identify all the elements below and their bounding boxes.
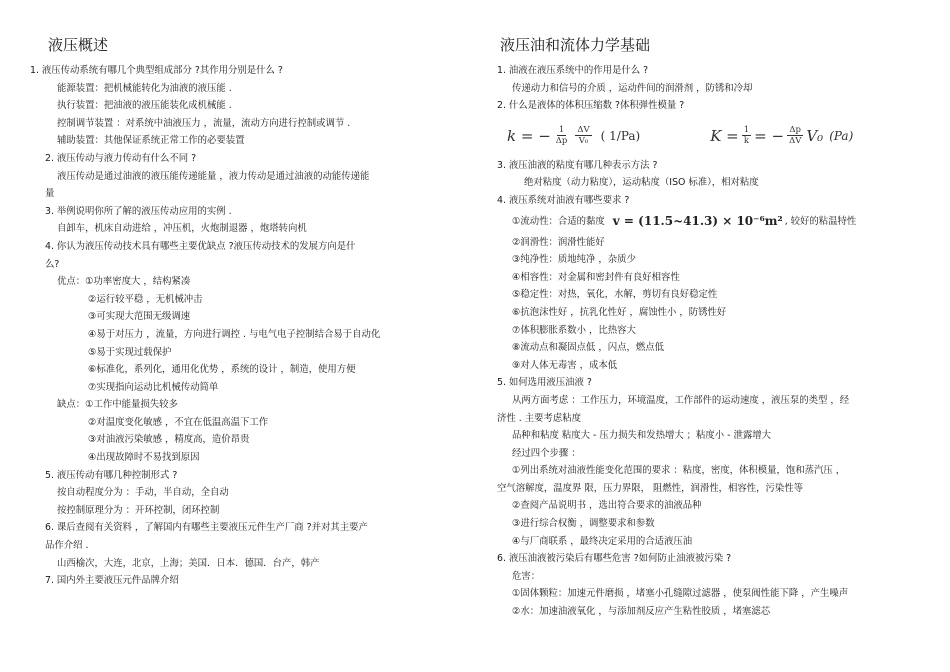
text-line: ②对温度变化敏感 ，不宜在低温高温下工作 (88, 416, 269, 428)
text-line: 液压传动是通过油液的液压能传递能量 ，液力传动是通过油液的动能传递能 (57, 170, 370, 182)
text-line: 6. 液压油液被污染后有哪些危害 ?如何防止油液被污染 ? (497, 553, 732, 565)
formula-k-num2: ΔV (577, 125, 590, 136)
text-line: 济性 . 主要考虑粘度 (497, 412, 581, 424)
text-line: 4. 你认为液压传动技术具有哪些主要优缺点 ?液压传动技术的发展方向是什 (45, 240, 356, 252)
formula-K-lhs: K = (710, 126, 739, 145)
right-text-block-a (497, 62, 922, 115)
text-line: 按自动程度分为 ：手动，半自动，全自动 (57, 487, 229, 499)
formula-K-num2: Δp (789, 125, 801, 136)
text-line: 传递动力和信号的介质 ，运动件间的润滑剂 ，防锈和冷却 (512, 82, 753, 94)
text-line: 6. 课后查阅有关资料 ，了解国内有哪些主要液压元件生产厂商 ?并对其主要产 (45, 522, 368, 534)
formula-K-den: k (743, 136, 750, 147)
formula-k-fraction-2 (575, 125, 591, 146)
text-line: 能源装置：把机械能转化为油液的液压能 . (57, 82, 232, 94)
viscosity-requirement-line (497, 210, 922, 234)
viscosity-formula: v = (11.5~41.3) × 10⁻⁶m² (612, 213, 783, 228)
compressibility-formulas (497, 115, 922, 157)
formula-k-lhs: k = − (507, 126, 551, 145)
text-line: 4. 液压系统对油液有哪些要求 ? (497, 194, 630, 206)
text-line: 经过四个步骤 ： (512, 447, 581, 459)
right-text-block-c (497, 234, 922, 621)
text-line: 1. 油液在液压系统中的作用是什么 ? (497, 65, 649, 76)
text-line: 2. 什么是液体的体积压缩数 ?体积弹性模量 ? (497, 100, 685, 112)
formula-K-fraction-2 (787, 125, 803, 146)
text-line: 山西榆次，大连，北京，上海；美国．日本．德国．台产，韩产 (57, 557, 320, 569)
formula-K-num: 1 (743, 125, 750, 136)
formula-k-fraction-1 (554, 125, 570, 146)
text-line: 品种和粘度 粘度大 - 压力损失和发热增大 ；粘度小 - 泄露增大 (512, 430, 772, 442)
formula-k-num: 1 (558, 125, 565, 136)
text-line: 么? (45, 258, 60, 270)
text-line: ③可实现大范围无级调速 (88, 311, 191, 323)
text-line: 品作介绍 . (45, 540, 89, 552)
text-line: 量 (45, 188, 55, 200)
section-title-hydraulic-oil-fluid-mechanics: 液压油和流体力学基础 (500, 36, 651, 54)
text-line: ④易于对压力 ，流量，方向进行调控 . 与电气电子控制结合易于自动化 (88, 328, 381, 340)
formula-k-den2: V₀ (578, 136, 589, 147)
text-line: ②水：加速油液氧化 ，与添加剂反应产生粘性胶质 ，堵塞滤芯 (512, 606, 771, 618)
bulk-modulus-formula (710, 125, 853, 146)
viscosity-suffix: , 较好的粘温特性 (784, 215, 857, 227)
section-title-hydraulic-overview: 液压概述 (48, 36, 109, 54)
text-line: ⑦实现指向运动比机械传动简单 (88, 381, 219, 393)
text-line: ⑧流动点和凝固点低 ，闪点，燃点低 (512, 342, 665, 354)
text-line: ④相容性：对金属和密封件有良好相容性 (512, 271, 680, 283)
text-line: 3. 举例说明你所了解的液压传动应用的实例 . (45, 205, 232, 217)
formula-K-unit: (Pa) (829, 128, 854, 143)
right-column-text (497, 62, 922, 621)
left-column-text (30, 62, 450, 590)
text-line: ⑥抗泡沫性好 ，抗乳化性好 ，腐蚀性小 ，防锈性好 (512, 306, 727, 318)
viscosity-prefix: ①流动性：合适的黏度 (512, 215, 605, 227)
text-line: 2. 液压传动与液力传动有什么不同 ? (45, 152, 197, 164)
text-line: ②润滑性：润滑性能好 (512, 236, 605, 248)
text-line: ③对油液污染敏感 ，精度高，造价昂贵 (88, 434, 250, 446)
text-line: ①列出系统对油液性能变化范围的要求 ：粘度，密度，体积模量，饱和蒸汽压 ， (512, 465, 846, 477)
text-line: 绝对粘度（动力粘度），运动粘度（ISO 标准），相对粘度 (524, 177, 759, 189)
text-line: 缺点：①工作中能量损失较多 (57, 399, 178, 411)
text-line: 自卸车，机床自动进给 ，冲压机，火炮制退器 ，炮塔转向机 (57, 223, 307, 235)
text-line: ⑦体积膨胀系数小 ，比热容大 (512, 324, 636, 336)
text-line: 辅助装置：其他保证系统正常工作的必要装置 (57, 135, 245, 147)
text-line: ⑤易于实现过载保护 (88, 346, 172, 358)
formula-K-mid: = − (754, 126, 785, 145)
text-line: 从两方面考虑 ：工作压力，环境温度，工作部件的运动速度 ，液压泵的类型 ，经 (512, 394, 850, 406)
compressibility-formula (507, 125, 640, 146)
text-line: ④出现故障时不易找到原因 (88, 452, 200, 464)
text-line: 危害： (512, 570, 541, 582)
text-line: ⑤稳定性：对热，氧化，水解，剪切有良好稳定性 (512, 289, 718, 301)
text-line: 5. 液压传动有哪几种控制形式 ? (45, 469, 178, 481)
text-line: 空气溶解度，温度界 限，压力界限， 阻燃性，润滑性，相容性，污染性等 (497, 482, 803, 494)
text-line: ④与厂商联系 ，最终决定采用的合适液压油 (512, 535, 693, 547)
text-line: ③纯净性：质地纯净 ，杂质少 (512, 254, 636, 266)
text-line: ⑥标准化，系列化，通用化优势 ，系统的设计 ，制造，使用方便 (88, 364, 356, 376)
text-line: 7. 国内外主要液压元件品牌介绍 (45, 575, 179, 587)
text-line: 控制调节装置 ：对系统中油液压力 ，流量，流动方向进行控制或调节 . (57, 117, 351, 129)
formula-k-den: Δp (555, 136, 568, 147)
formula-k-unit: ( 1/Pa) (600, 128, 641, 143)
right-text-block-b (497, 157, 922, 210)
text-line: ③进行综合权衡 ，调整要求和参数 (512, 518, 655, 530)
text-line: 1. 液压传动系统有哪几个典型组成部分 ?其作用分别是什么 ? (30, 65, 283, 76)
text-line: 按控制原理分为 ：开环控制，闭环控制 (57, 504, 220, 516)
text-line: ②运行较平稳 ，无机械冲击 (88, 293, 203, 305)
text-line: 3. 液压油液的粘度有哪几种表示方法 ? (497, 159, 658, 171)
text-line: 执行装置：把油液的液压能装化成机械能 . (57, 100, 232, 112)
text-line: 优点：①功率密度大 ，结构紧凑 (57, 276, 191, 288)
formula-K-fraction-1 (742, 125, 751, 146)
formula-K-den2: ΔV (789, 136, 802, 147)
text-line: ②查阅产品说明书 ，选出符合要求的油液品种 (512, 500, 702, 512)
text-line: 5. 如何选用液压油液 ? (497, 377, 592, 389)
text-line: ①固体颗粒：加速元件磨损 ，堵塞小孔缝隙过滤器 ，使泵阀性能下降 ，产生噪声 (512, 588, 849, 600)
formula-K-tail: V₀ (806, 126, 824, 145)
text-line: ⑨对人体无毒害 ，成本低 (512, 359, 618, 371)
